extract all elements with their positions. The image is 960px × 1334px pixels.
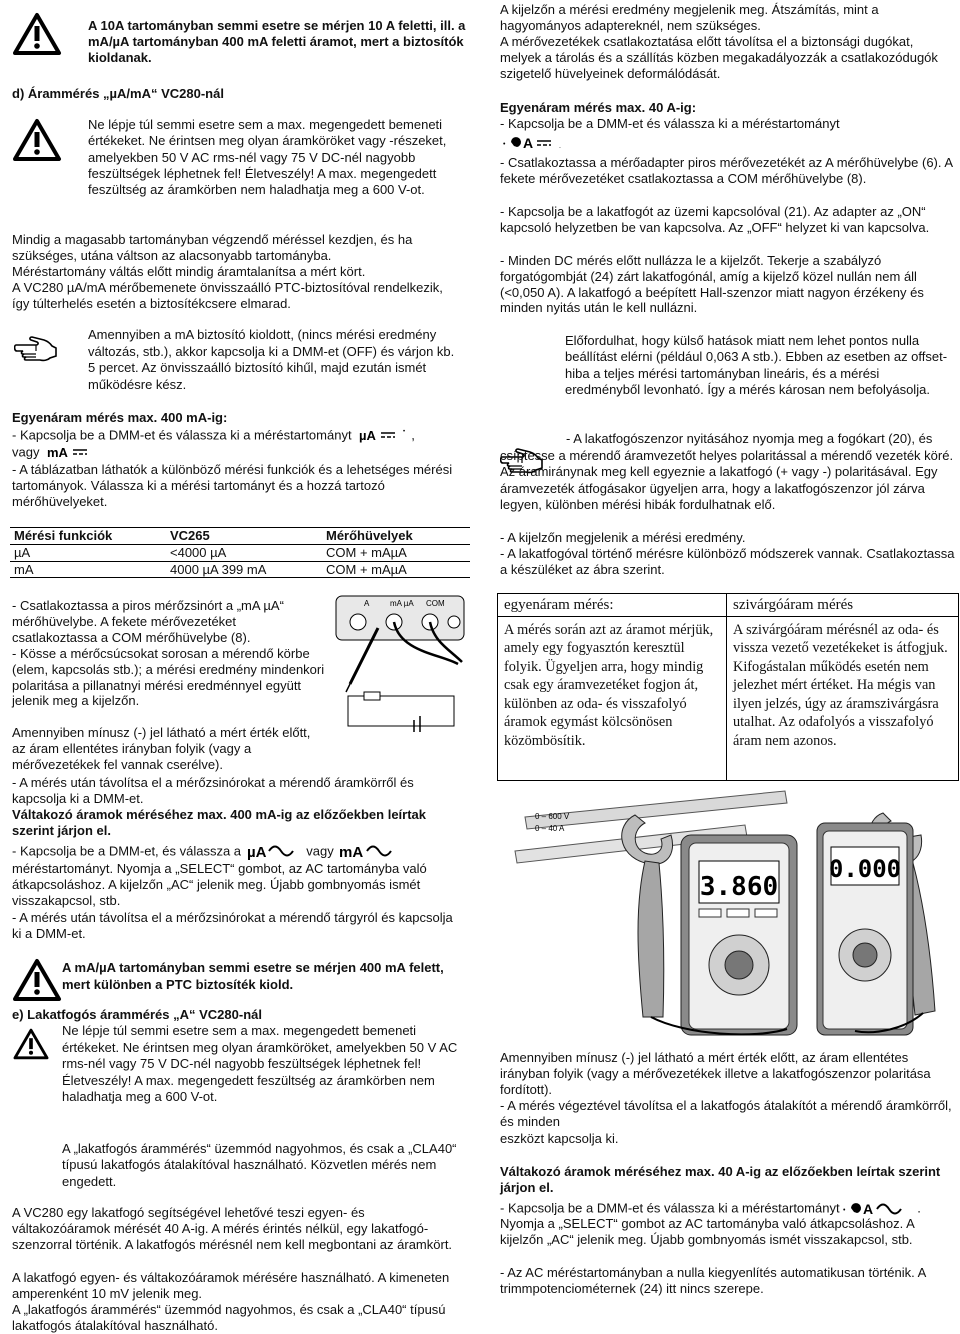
dc40-zero: - Minden DC mérés előtt nullázza le a kijelzőt. Tekerje a szabályzó forgatógombját (24) zárt lakatfogónál, amíg a kijelző közel nullán nem áll (<0,050 A). A lakatfogó a beépített Hall-szenzor miatt nagyon érzékeny és minden nyitás után le kell nullázni. bbox=[500, 253, 924, 316]
clamp-body bbox=[638, 861, 664, 1017]
section-heading-e: e) Lakatfogós árammérés „A“ VC280-nál bbox=[12, 1007, 262, 1022]
clamp-methods: - A lakatfogóval történő mérésre különböző módszerek vannak. Csatlakoztassa a készüléket az ábra szerint. bbox=[500, 546, 955, 577]
svg-text:µA: µA bbox=[246, 844, 267, 861]
ua-range-symbol bbox=[355, 427, 411, 445]
dc40-connect: - Csatlakoztassa a mérőadapter piros mérővezetékét az A mérőhüvelybe (6). A fekete mérővezetéket csatlakoztassa a COM mérőhüvelybe (8). bbox=[500, 155, 953, 186]
dc400-table-intro: - A táblázatban láthatók a különböző mérési funkciók és a lehetséges mérési tartományok. Válassza ki a mérési tartományt és a hozzá tartozó mérőhüvelyeket. bbox=[12, 462, 453, 509]
table-row bbox=[10, 561, 470, 578]
ac40-select: - Kapcsolja be a DMM-et és válassza ki a méréstartományt • A . bbox=[500, 1200, 921, 1217]
note-fuse-reset: Amennyiben a mA biztosító kioldott, (nincs mérési eredmény változás, stb.), akkor kapcsolja ki a DMM-et (OFF) és várjon kb. 5 percet. Az önvisszaálló biztosító kihűl, majd ezután ismét működésre kész. bbox=[88, 327, 455, 392]
leakage-column-heading: szivárgóáram mérés bbox=[727, 596, 958, 617]
end-switch-off: eszközt kapcsolja ki. bbox=[500, 1131, 619, 1146]
table-row bbox=[10, 544, 470, 561]
multimeter-display: 0.000 bbox=[828, 855, 902, 883]
ac400-select: - Kapcsolja be a DMM-et, és válassza a µA vagy mA bbox=[12, 842, 462, 862]
clamp-result-shown: - A kijelzőn megjelenik a mérési eredmény. bbox=[500, 530, 746, 545]
leakage-column bbox=[727, 594, 958, 780]
jack-label-a: A bbox=[364, 599, 370, 608]
ua-ac-symbol bbox=[245, 842, 303, 862]
svg-text:A: A bbox=[523, 135, 534, 151]
section-heading-d: d) Árammérés „µA/mA“ VC280-nál bbox=[12, 86, 224, 101]
heading-dc-400ma: Egyenáram mérés max. 400 mA-ig: bbox=[12, 410, 228, 425]
voltage-label: 0 – 600 V bbox=[535, 812, 570, 821]
dc400-select-text: - Kapcsolja be a DMM-et és válassza ki a méréstartományt bbox=[12, 427, 352, 443]
table-cell: 4000 µA 399 mA bbox=[166, 561, 322, 578]
safety-plug-note: A mérővezetékek csatlakoztatása előtt távolítsa el a biztonsági dugókat, melyek a tárolás és a szállítás közben megakadályozzák a csatlakozódugók szigetelő hüvelyeinek deformálódását. bbox=[500, 34, 938, 81]
offset-note: Előfordulhat, hogy külső hatások miatt nem lehet pontos nulla beállítást elérni (például 0,063 A stb.). Ebben az esetben az offset-hiba a teljes mérési tartományban lineáris, és a mérési eredményből levonható. Így a mérés károsan nem befolyásolja. bbox=[565, 333, 948, 398]
dc400-or: vagy mA bbox=[12, 444, 472, 462]
ac400-after: - A mérés után távolítsa el a mérőzsinórokat a mérendő tárgyról és kapcsolja ki a DMM-et. bbox=[12, 910, 453, 941]
battery-symbol bbox=[414, 716, 420, 732]
heading-ac-40a: Váltakozó áramok méréséhez max. 40 A-ig az előzőekben leírtak szerint járjon el. bbox=[500, 1164, 941, 1195]
warning-icon bbox=[12, 1028, 50, 1060]
heading-dc-40a: Egyenáram mérés max. 40 A-ig: bbox=[500, 100, 697, 115]
svg-text:mA: mA bbox=[47, 445, 69, 460]
series-connection: - Kösse a mérőcsúcsokat sorosan a mérendő körbe (elem, kapcsolás stb.); a mérési eredmény mindenkori polaritása a pillanatnyi mérési eredménnyel együtt jelenik meg a kijelzőn. bbox=[12, 646, 325, 709]
dc40-power-on: - Kapcsolja be a lakatfogót az üzemi kapcsolóval (21). Az adapter az „ON“ kapcsoló helyzetben be van kapcsolva. Az „OFF“ helyzet ki van kapcsolva. bbox=[500, 204, 930, 235]
comparison-table bbox=[497, 593, 959, 781]
pointing-hand-icon bbox=[14, 336, 58, 362]
ac40-select-button: Nyomja a „SELECT“ gombot az AC tartományba való átkapcsoláshoz. A kijelzőn „AC“ jelenik meg. Újabb gombnyomás ismét visszakapcsol, stb. bbox=[500, 1216, 915, 1247]
clamp-meter-illustration bbox=[495, 785, 957, 1043]
dc-column bbox=[498, 594, 727, 780]
vc280-clamp-mode: A „lakatfogós árammérés“ üzemmód nagyohmos, és csak a „CLA40“ típusú lakatfogós átalakítóval használható. bbox=[12, 1302, 446, 1333]
svg-text:•: • bbox=[843, 1207, 846, 1214]
end-remove-clamp: - A mérés végeztével távolítsa el a lakatfogós átalakítót a mérendő áramkörről, és minden bbox=[500, 1098, 952, 1129]
ac400-select-2: méréstartományt. Nyomja a „SELECT“ gombot, az AC tartományba való átkapcsoláshoz. A kijelzőn „AC“ jelenik meg. Újabb gombnyomás ismét visszakapcsol, stb. bbox=[12, 861, 427, 908]
warning-text-fuses: A 10A tartományban semmi esetre se mérjen 10 A feletti, ill. a mA/µA tartományban 400 mA feletti áramot, mert a biztosítók kioldanak. bbox=[88, 18, 466, 65]
dc40-select-range: - Kapcsolja be a DMM-et és válassza ki a méréstartományt bbox=[500, 116, 840, 131]
dc400-select-range: - Kapcsolja be a DMM-et és válassza ki a méréstartományt µA • , bbox=[12, 427, 415, 443]
table-cell: VC265 bbox=[166, 528, 322, 545]
paragraph-ptc: A VC280 µA/mA mérőbemenete önvisszaálló PTC-biztosítóval rendelkezik, így túlterhelés esetén a biztosítékcsere elmarad. bbox=[12, 280, 443, 311]
table-header-row bbox=[10, 528, 470, 545]
ma-ac-symbol bbox=[337, 842, 399, 862]
resistor bbox=[364, 692, 380, 700]
dc-column-heading: egyenáram mérés: bbox=[498, 596, 726, 617]
minus-sign-note-clamp: Amennyiben mínusz (-) jel látható a mért érték előtt, az áram ellentétes irányban folyik (vagy a mérővezetékek illetve a lakatfogószenzor polaritása fordított). bbox=[500, 1050, 931, 1097]
display-note: A kijelzőn a mérési eredmény megjelenik meg. Átszámítás, mint a hagyományos adaptereknél, nem szükséges. bbox=[500, 2, 879, 33]
svg-text:.: . bbox=[559, 143, 561, 150]
measurement-table bbox=[10, 527, 470, 578]
multimeter-display: 3.860 bbox=[699, 872, 779, 902]
clamp-mode-note: A „lakatfogós árammérés“ üzemmód nagyohmos, és csak a „CLA40“ típusú lakatfogós átalakítóval használható. Közvetlen mérés nem engedett. bbox=[62, 1141, 457, 1189]
paragraph-switch: Méréstartomány váltás előtt mindig áramtalanítsa a mért kört. bbox=[12, 264, 366, 279]
svg-text:mA: mA bbox=[339, 844, 364, 861]
table-cell: COM + mAµA bbox=[322, 561, 470, 578]
jack-label-com: COM bbox=[426, 599, 445, 608]
svg-text:A: A bbox=[863, 1201, 874, 1217]
table-cell: Mérési funkciók bbox=[10, 528, 166, 545]
leakage-column-text: A szivárgóáram mérésnél az oda- és vissza vezető vezetékeket is átfogjuk. Kifogástalan működés esetén nem jelezhet mért értéket. Ha mégis van ilyen jelzés, úgy az áramszivárgásra utalhat. Az odafolyós a visszafolyó áram nem azonos. bbox=[733, 621, 948, 749]
current-label: 0 – 40 A bbox=[535, 824, 565, 833]
warning-text-voltage: Ne lépje túl semmi esetre sem a max. megengedett bemeneti értékeket. Ne érintsen meg olyan áramköröket vagy -részeket, amelyekben 50 V AC rms-nél vagy 75 V DC-nél nagyobb feszültségek léphetnek fel! Életveszély! A max. megengedett feszültség az áramkörben nem haladhatja meg a 600 V-ot. bbox=[88, 117, 447, 198]
connect-probes: - Csatlakoztassa a piros mérőzsinórt a „mA µA“ mérőhüvelybe. A fekete mérővezetéket csatlakoztassa a COM mérőhüvelybe (8). bbox=[12, 598, 284, 645]
circuit-illustration bbox=[330, 592, 470, 732]
warning-icon bbox=[12, 12, 62, 56]
table-cell: <4000 µA bbox=[166, 544, 322, 561]
dc-column-text: A mérés során azt az áramot mérjük, amely egy fogyasztón keresztül folyik. Ügyeljen arra, hogy mindig csak egy áramvezetéket fogjon át, különben az oda- és visszafolyó áramok egymást kölcsönösen közömbösítik. bbox=[504, 621, 714, 749]
svg-text:•: • bbox=[503, 141, 506, 148]
paragraph-range: Mindig a magasabb tartományban végzendő méréssel kezdjen, és ha szükséges, utána váltson az alacsonyabb tartományba. bbox=[12, 232, 413, 263]
ma-range-symbol bbox=[43, 444, 99, 462]
warning-icon bbox=[12, 958, 62, 1002]
ac40-auto-zero: - Az AC méréstartományban a nulla kiegyenlítés automatikusan történik. A trimmpotenciométernek (24) itt nincs szerepe. bbox=[500, 1265, 926, 1296]
vc280-clamp-output: A lakatfogó egyen- és váltakozóáramok mérésére használható. A kimeneten amperenként 10 mV jelenik meg. bbox=[12, 1270, 450, 1301]
after-measure: - A mérés után távolítsa el a mérőzsinórokat a mérendő áramkörről és kapcsolja ki a DMM-et. bbox=[12, 775, 414, 806]
svg-text:•: • bbox=[403, 429, 406, 435]
jack-label-ma: mA µA bbox=[390, 599, 414, 608]
clamp-sensor-instructions: - A lakatfogószenzor nyitásához nyomja meg a fogókart (20), és csíptesse a mérendő áramvezetőt helyes polaritással a mérendő vezeték köré. Az áramiránynak meg kell egyeznie a lakatfogó (+ vagy -) polaritásával. Egy áramvezeték átfogásakor ügyeljen arra, hogy a lakatfogószenzor jól zárva legyen, különben mérési hibák fordulhatnak elő. bbox=[500, 431, 954, 512]
jack-a bbox=[350, 614, 366, 630]
warning-text-clamp: Ne lépje túl semmi esetre sem a max. megengedett bemeneti értékeket. Ne érintsen meg olyan áramköröket, amelyekben 50 V AC rms-nél vagy 75 V DC-nél nagyobb feszültségek léphetnek fel! Életveszély! A max. megengedett feszültség az áramkörben nem haladhatja meg a 600 V-ot. bbox=[62, 1023, 458, 1104]
warning-icon bbox=[12, 118, 62, 162]
svg-text:µA: µA bbox=[359, 428, 377, 443]
table-cell: µA bbox=[10, 544, 166, 561]
warning-text-ptc: A mA/µA tartományban semmi esetre se mérjen 400 mA felett, mert különben a PTC biztosíték kiold. bbox=[62, 960, 444, 992]
heading-ac-400ma: Váltakozó áramok méréséhez max. 400 mA-ig az előzőekben leírtak szerint járjon el. bbox=[12, 807, 427, 838]
table-cell: COM + mAµA bbox=[322, 544, 470, 561]
clamp-range-symbol bbox=[503, 134, 599, 152]
table-cell: Mérőhüvelyek bbox=[322, 528, 470, 545]
minus-sign-note: Amennyiben mínusz (-) jel látható a mért érték előtt, az áram ellentétes irányban folyik (vagy a mérővezetékek fel vannak cserélve). bbox=[12, 725, 311, 772]
table-cell: mA bbox=[10, 561, 166, 578]
vc280-clamp-intro: A VC280 egy lakatfogó segítségével lehetővé teszi egyen- és váltakozóáramok mérését 40 A-ig. A mérés érintés nélkül, egy lakatfogó-szenzorral történik. A lakatfogós mérésnél nem kell megbontani az áramkört. bbox=[12, 1205, 453, 1252]
